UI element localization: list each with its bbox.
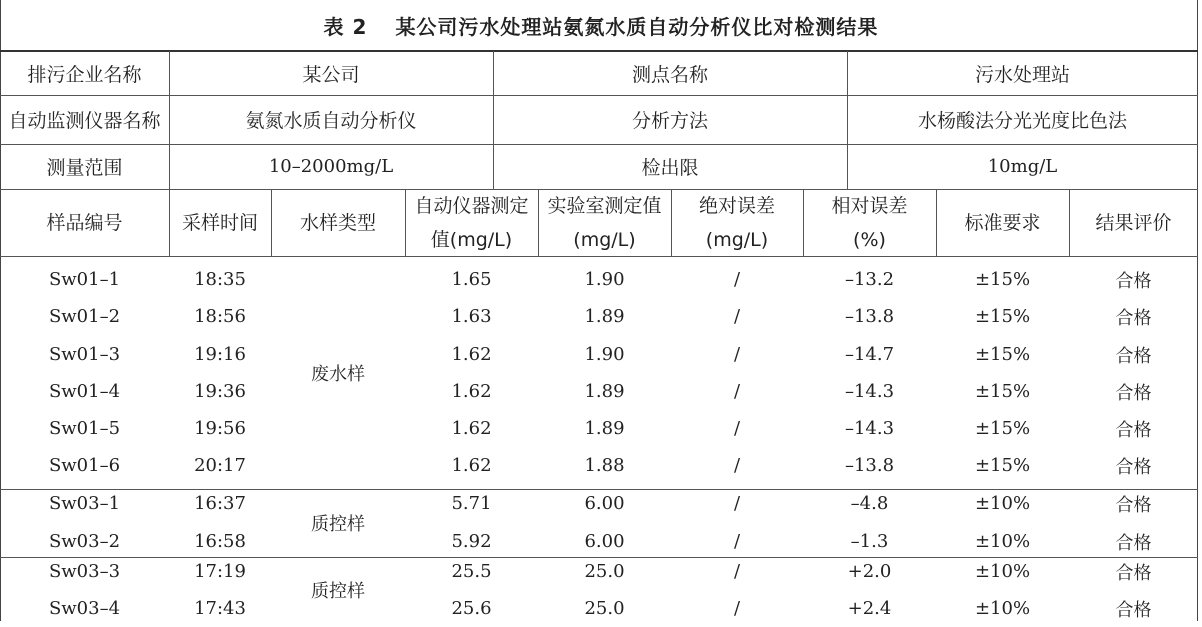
- table-cell: ±10%: [974, 493, 1031, 514]
- table-cell: 1.90: [584, 269, 625, 290]
- table-cell: –14.7: [844, 344, 895, 365]
- column-header: [1069, 189, 1198, 256]
- info-value: 水杨酸法分光光度比色法: [917, 110, 1127, 132]
- table-cell: Sw03–3: [48, 561, 121, 582]
- column-header: [803, 189, 936, 256]
- table-cell: ±10%: [974, 531, 1031, 552]
- column-header-line: (mg/L): [573, 228, 636, 251]
- table-cell: Sw01–5: [48, 418, 121, 439]
- sample-type-cell: 质控样: [311, 513, 365, 535]
- table-cell: 20:17: [194, 455, 246, 476]
- table-cell: /: [733, 418, 741, 439]
- table-title-text: 某公司污水处理站氨氮水质自动分析仪比对检测结果: [395, 15, 879, 39]
- table-cell: 1.62: [451, 381, 492, 402]
- table-cell: –13.8: [844, 455, 895, 476]
- column-header-line: (%): [853, 228, 886, 251]
- table-cell: ±15%: [974, 344, 1031, 365]
- table-cell: 1.65: [451, 269, 492, 290]
- table-cell: 合格: [1115, 382, 1152, 404]
- table-cell: 19:36: [194, 381, 246, 402]
- table-cell: ±15%: [974, 269, 1031, 290]
- table-cell: 合格: [1115, 562, 1152, 584]
- table-cell: ±15%: [974, 381, 1031, 402]
- table-cell: 5.92: [451, 531, 492, 552]
- table-cell: /: [733, 269, 741, 290]
- table-cell: /: [733, 306, 741, 327]
- column-header: [405, 189, 538, 256]
- table-cell: Sw03–2: [48, 531, 121, 552]
- table-cell: /: [733, 344, 741, 365]
- info-label: 检出限: [641, 157, 699, 179]
- table-cell: Sw01–2: [48, 306, 121, 327]
- table-cell: Sw03–1: [48, 493, 121, 514]
- table-cell: –13.8: [844, 306, 895, 327]
- column-header-line: 绝对误差: [698, 194, 775, 217]
- table-cell: 19:56: [194, 418, 246, 439]
- table-cell: 合格: [1115, 599, 1152, 621]
- table-cell: 1.62: [451, 344, 492, 365]
- table-cell: 17:43: [194, 598, 246, 619]
- table-cell: 25.6: [451, 598, 492, 619]
- table-cell: 1.89: [584, 418, 625, 439]
- table-cell: 合格: [1115, 532, 1152, 554]
- table-cell: 1.62: [451, 418, 492, 439]
- table-cell: Sw03–4: [48, 598, 121, 619]
- column-header-line: 样品编号: [46, 211, 123, 234]
- info-value: 10mg/L: [987, 156, 1058, 177]
- table-cell: 25.5: [451, 561, 492, 582]
- column-header: [538, 189, 671, 256]
- table-cell: ±10%: [974, 561, 1031, 582]
- table-cell: 16:58: [194, 531, 246, 552]
- table-cell: Sw01–3: [48, 344, 121, 365]
- column-header-line: 值(mg/L): [430, 228, 513, 251]
- table-cell: /: [733, 561, 741, 582]
- table-cell: –1.3: [850, 531, 889, 552]
- column-header: [0, 189, 169, 256]
- info-value: 污水处理站: [974, 63, 1070, 86]
- table-cell: 18:56: [194, 306, 246, 327]
- table-cell: 18:35: [194, 269, 246, 290]
- table-cell: 合格: [1115, 307, 1152, 329]
- info-label: 自动监测仪器名称: [8, 110, 161, 132]
- table-cell: ±15%: [974, 455, 1031, 476]
- table-cell: 1.89: [584, 306, 625, 327]
- table-cell: 合格: [1115, 456, 1152, 478]
- table-cell: 6.00: [584, 531, 625, 552]
- table-cell: Sw01–6: [48, 455, 121, 476]
- column-header-line: 标准要求: [964, 211, 1041, 234]
- info-label: 测量范围: [46, 157, 123, 179]
- column-header-line: 结果评价: [1095, 211, 1172, 234]
- table-cell: /: [733, 455, 741, 476]
- sample-type-cell: 质控样: [311, 580, 365, 602]
- column-header-line: 实验室测定值: [547, 194, 662, 217]
- table-cell: 19:16: [194, 344, 246, 365]
- table-number: 表 2: [323, 15, 368, 39]
- table-cell: 25.0: [584, 561, 625, 582]
- column-header: [169, 189, 271, 256]
- table-cell: ±10%: [974, 598, 1031, 619]
- column-header: [936, 189, 1069, 256]
- info-label: 测点名称: [631, 63, 708, 86]
- sample-type-cell: 废水样: [311, 363, 365, 385]
- info-label: 分析方法: [631, 110, 708, 132]
- table-cell: Sw01–4: [48, 381, 121, 402]
- column-header-line: 自动仪器测定: [414, 194, 529, 217]
- table-cell: 25.0: [584, 598, 625, 619]
- table-cell: /: [733, 381, 741, 402]
- info-value: 某公司: [302, 63, 360, 86]
- info-value: 氨氮水质自动分析仪: [245, 110, 417, 132]
- table-cell: –14.3: [844, 418, 895, 439]
- table-cell: Sw01–1: [48, 269, 121, 290]
- table-cell: /: [733, 493, 741, 514]
- info-label: 排污企业名称: [27, 63, 142, 86]
- table-title: [0, 0, 1202, 51]
- column-header: [671, 189, 803, 256]
- column-header-line: (mg/L): [705, 228, 769, 251]
- table-cell: +2.0: [847, 561, 892, 582]
- table-cell: 1.62: [451, 455, 492, 476]
- table-cell: 16:37: [194, 493, 246, 514]
- table-cell: –13.2: [844, 269, 895, 290]
- column-header-line: 水样类型: [299, 211, 376, 234]
- table-cell: +2.4: [847, 598, 892, 619]
- info-value: 10–2000mg/L: [268, 156, 394, 177]
- table-cell: 1.88: [584, 455, 625, 476]
- table-cell: –4.8: [850, 493, 889, 514]
- table-cell: /: [733, 598, 741, 619]
- table-cell: 合格: [1115, 419, 1152, 441]
- table-cell: /: [733, 531, 741, 552]
- table-cell: 17:19: [194, 561, 246, 582]
- table-cell: 合格: [1115, 494, 1152, 516]
- column-header-line: 相对误差: [831, 194, 908, 217]
- table-cell: 合格: [1115, 345, 1152, 367]
- table-cell: 1.63: [451, 306, 492, 327]
- table-cell: 合格: [1115, 270, 1152, 292]
- table-cell: 6.00: [584, 493, 625, 514]
- table-cell: 1.89: [584, 381, 625, 402]
- table-cell: 5.71: [451, 493, 492, 514]
- column-header-line: 采样时间: [181, 211, 258, 234]
- column-header: [271, 189, 405, 256]
- table-cell: ±15%: [974, 418, 1031, 439]
- table-cell: –14.3: [844, 381, 895, 402]
- table-cell: ±15%: [974, 306, 1031, 327]
- table-cell: 1.90: [584, 344, 625, 365]
